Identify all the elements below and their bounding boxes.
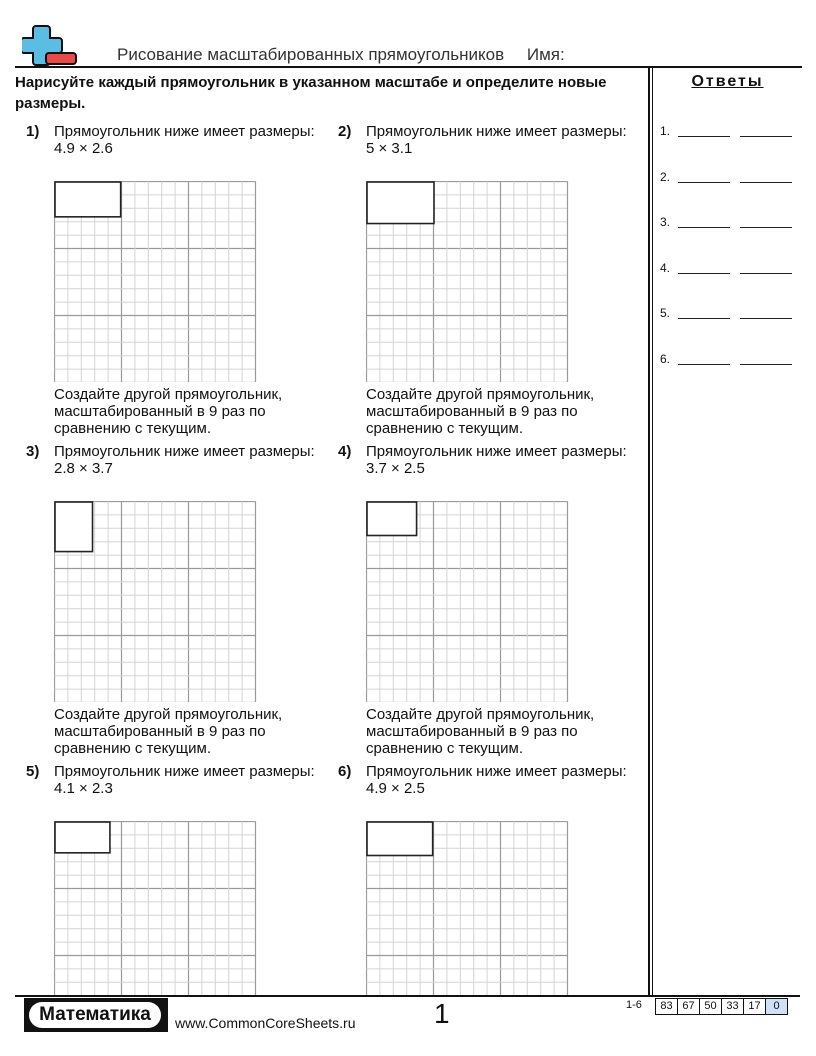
given-rectangle xyxy=(55,182,121,217)
brand-label: Математика xyxy=(29,1002,161,1028)
graph-grid[interactable] xyxy=(366,821,569,995)
graph-grid[interactable] xyxy=(54,181,257,382)
header-divider xyxy=(15,66,655,68)
score-range-label: 1-6 xyxy=(626,999,642,1011)
answer-blank-height[interactable] xyxy=(740,136,792,137)
answer-blank-height[interactable] xyxy=(740,227,792,228)
answer-blank-height[interactable] xyxy=(740,318,792,319)
score-cell: 0 xyxy=(766,998,788,1015)
problem-prompt xyxy=(366,763,636,797)
answer-row xyxy=(660,352,800,368)
problem-prompt xyxy=(366,443,636,477)
scale-instruction: Создайте другой прямоугольник, масштабированный в 9 раз по сравнению с текущим. xyxy=(366,386,595,437)
answer-row xyxy=(660,306,800,322)
answer-number: 2. xyxy=(660,169,671,184)
problem-number: 3) xyxy=(26,443,40,460)
problem-dimensions: 3.7 × 2.5 xyxy=(366,460,425,477)
prompt-text: Прямоугольник ниже имеет размеры: xyxy=(54,763,315,780)
problem-prompt xyxy=(54,443,324,477)
problem-prompt xyxy=(366,123,636,157)
prompt-text: Прямоугольник ниже имеет размеры: xyxy=(366,443,627,460)
graph-grid[interactable] xyxy=(366,181,569,382)
problem-number: 1) xyxy=(26,123,40,140)
problem-dimensions: 4.9 × 2.6 xyxy=(54,140,113,157)
problem-prompt xyxy=(54,763,324,797)
given-rectangle xyxy=(55,822,110,853)
problem-dimensions: 4.9 × 2.5 xyxy=(366,780,425,797)
answer-row xyxy=(660,215,800,231)
answer-blank-height[interactable] xyxy=(740,182,792,183)
title-text: Рисование масштабированных прямоугольников xyxy=(117,45,505,64)
given-rectangle xyxy=(367,822,433,856)
site-url[interactable]: www.CommonCoreSheets.ru xyxy=(175,1015,356,1031)
problem-number: 4) xyxy=(338,443,352,460)
problem-2 xyxy=(338,123,638,157)
answer-number: 3. xyxy=(660,215,671,229)
worksheet-title xyxy=(117,45,565,65)
given-rectangle xyxy=(367,182,434,224)
problem-number: 6) xyxy=(338,763,352,780)
answers-top-border xyxy=(652,66,802,68)
scale-instruction: Создайте другой прямоугольник, масштабированный в 9 раз по сравнению с текущим. xyxy=(54,386,283,437)
answer-blank-width[interactable] xyxy=(678,364,730,365)
prompt-text: Прямоугольник ниже имеет размеры: xyxy=(54,123,315,140)
answer-row xyxy=(660,261,800,277)
page-number: 1 xyxy=(434,998,450,1029)
score-cell: 50 xyxy=(700,998,722,1015)
plus-minus-logo-icon xyxy=(22,24,80,68)
instructions: Нарисуйте каждый прямоугольник в указанном масштабе и определите новые размеры. xyxy=(15,74,607,112)
problem-dimensions: 4.1 × 2.3 xyxy=(54,780,113,797)
problem-prompt xyxy=(54,123,324,157)
answer-blank-height[interactable] xyxy=(740,273,792,274)
scale-instruction: Создайте другой прямоугольник, масштабированный в 9 раз по сравнению с текущим. xyxy=(54,706,283,757)
answer-row xyxy=(660,124,800,140)
score-cell: 83 xyxy=(655,998,678,1015)
answer-row xyxy=(660,170,800,186)
answer-blank-width[interactable] xyxy=(678,182,730,183)
answer-number: 6. xyxy=(660,351,671,366)
graph-grid[interactable] xyxy=(54,501,257,702)
graph-grid[interactable] xyxy=(54,821,257,995)
answer-column-divider xyxy=(648,66,650,996)
name-label: Имя: xyxy=(526,45,565,64)
score-cell: 67 xyxy=(678,998,700,1015)
given-rectangle xyxy=(55,502,93,552)
footer-divider xyxy=(15,995,800,997)
answer-column-divider-inner xyxy=(652,66,653,996)
brand-badge xyxy=(24,998,168,1032)
prompt-text: Прямоугольник ниже имеет размеры: xyxy=(366,123,627,140)
score-cell: 17 xyxy=(744,998,766,1015)
answer-blank-height[interactable] xyxy=(740,364,792,365)
graph-grid[interactable] xyxy=(366,501,569,702)
problem-number: 2) xyxy=(338,123,352,140)
answer-number: 5. xyxy=(660,306,671,320)
problem-dimensions: 5 × 3.1 xyxy=(366,140,413,157)
problem-4 xyxy=(338,443,638,477)
problem-number: 5) xyxy=(26,763,40,780)
score-table xyxy=(655,998,788,1015)
answer-blank-width[interactable] xyxy=(678,273,730,274)
answer-blank-width[interactable] xyxy=(678,136,730,137)
answer-blank-width[interactable] xyxy=(678,318,730,319)
answers-title: Ответы xyxy=(691,73,764,90)
score-cell: 33 xyxy=(722,998,744,1015)
answer-number: 1. xyxy=(660,124,671,138)
answer-blank-width[interactable] xyxy=(678,227,730,228)
problem-6 xyxy=(338,763,638,797)
problem-dimensions: 2.8 × 3.7 xyxy=(54,460,113,477)
given-rectangle xyxy=(367,502,417,536)
scale-instruction: Создайте другой прямоугольник, масштабированный в 9 раз по сравнению с текущим. xyxy=(366,706,595,757)
problem-3 xyxy=(26,443,326,477)
problem-5 xyxy=(26,763,326,797)
prompt-text: Прямоугольник ниже имеет размеры: xyxy=(54,443,315,460)
problem-1 xyxy=(26,123,326,157)
answer-number: 4. xyxy=(660,260,671,275)
prompt-text: Прямоугольник ниже имеет размеры: xyxy=(366,763,627,780)
